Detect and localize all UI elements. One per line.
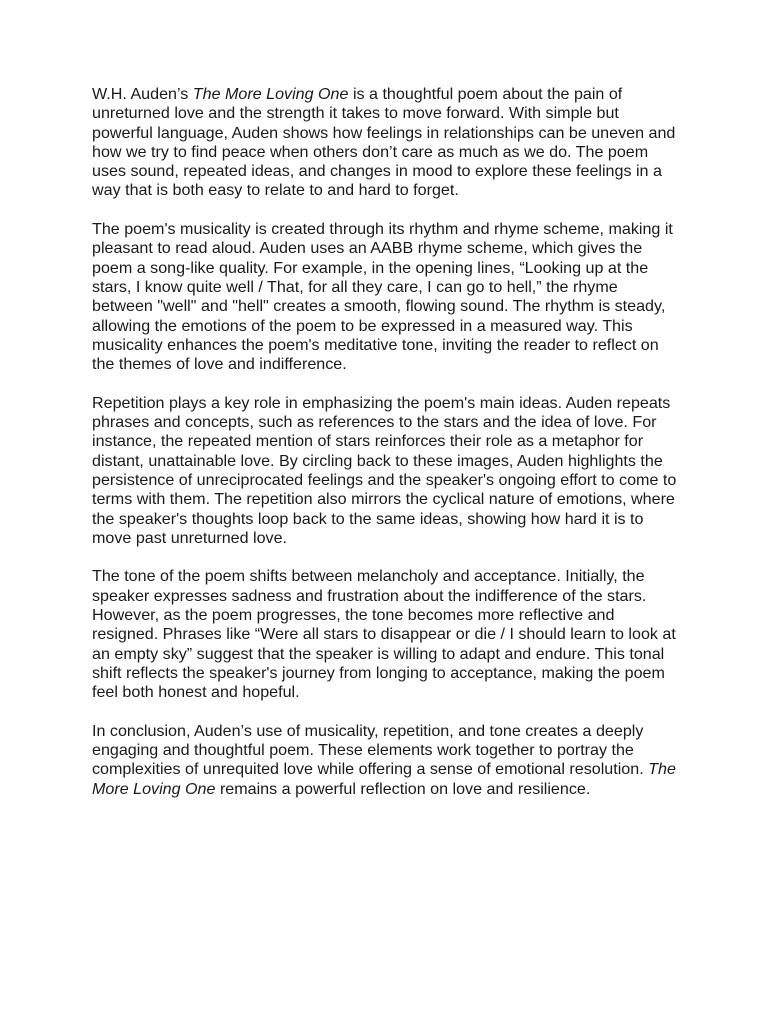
paragraph-3 [92,394,680,548]
paragraph-1 [92,85,680,201]
poem-title-italic: The More Loving One [192,85,349,103]
paragraph-text: The poem's musicality is created through its rhythm and rhyme scheme, making it pleasant to read aloud. Auden uses an AABB rhyme scheme, which gives the poem a song-like quality. For example, in the opening lines, “Looking up at the stars, I know quite well / That, for all they care, I can go to hell,” the rhyme between "well" and "hell" creates a smooth, flowing sound. The rhythm is steady, allowing the emotions of the poem to be expressed in a measured way. This musicality enhances the poem's meditative tone, inviting the reader to reflect on the themes of love and indifference. [92,220,673,374]
paragraph-text: remains a powerful reflection on love and resilience. [215,779,591,798]
paragraph-text: is a thoughtful poem about the pain of unreturned love and the strength it takes to move forward. With simple but powerful language, Auden shows how feelings in relationships can be uneven and how we try to find peace when others don’t care as much as we do. The poem uses sound, repeated ideas, and changes in mood to explore these feelings in a way that is both easy to relate to and hard to forget. [92,85,676,200]
paragraph-text: In conclusion, Auden’s use of musicality, repetition, and tone creates a deeply engaging and thoughtful poem. These elements work together to portray the complexities of unrequited love while offering a sense of emotional resolution. [92,721,649,779]
paragraph-4 [92,567,680,702]
paragraph-text: Repetition plays a key role in emphasizing the poem's main ideas. Auden repeats phrases and concepts, such as references to the stars and the idea of love. For instance, the repeated mention of stars reinforces their role as a metaphor for distant, unattainable love. By circling back to these images, Auden highlights the persistence of unreciprocated feelings and the speaker's ongoing effort to come to terms with them. The repetition also mirrors the cyclical nature of emotions, where the speaker's thoughts loop back to the same ideas, showing how hard it is to move past unreturned love. [92,393,677,547]
paragraph-2 [92,220,680,374]
paragraph-5 [92,722,680,799]
paragraph-text: The tone of the poem shifts between melancholy and acceptance. Initially, the speaker expresses sadness and frustration about the indifference of the stars. However, as the poem progresses, the tone becomes more reflective and resigned. Phrases like “Were all stars to disappear or die / I should learn to look at an empty sky” suggest that the speaker is willing to adapt and endure. This tonal shift reflects the speaker's journey from longing to acceptance, making the poem feel both honest and hopeful. [92,567,676,702]
poem-title-italic: The More Loving One [92,760,676,798]
paragraph-text: W.H. Auden’s [92,85,193,103]
essay-body [92,85,680,799]
